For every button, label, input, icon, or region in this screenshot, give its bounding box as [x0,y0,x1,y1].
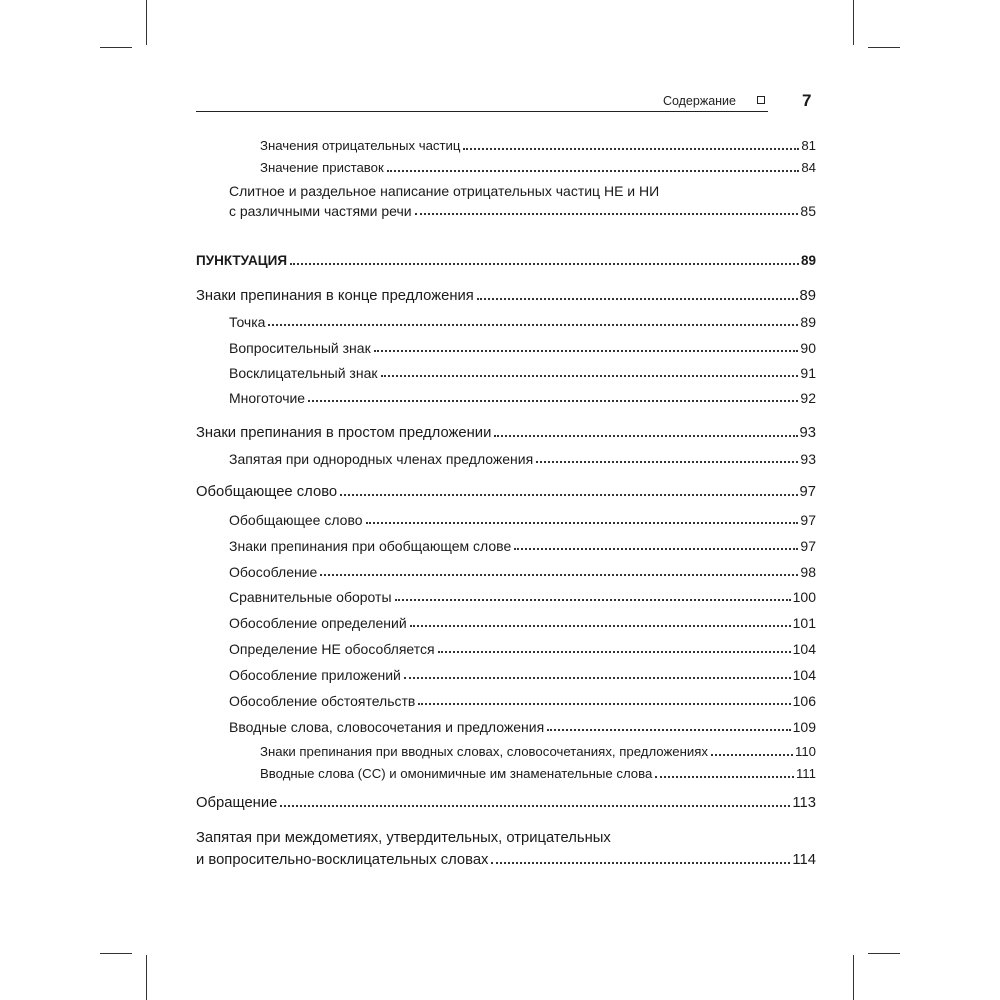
toc-entry-page: 90 [800,340,816,356]
toc-entry-title: Знаки препинания при вводных словах, словосочетаниях, предложениях [260,744,709,759]
leader-dots [374,350,799,352]
leader-dots [514,548,798,550]
toc-entry-title: Знаки препинания в конце предложения [196,288,474,304]
toc-entry[interactable] [229,340,816,356]
toc-entry-page: 81 [801,138,816,153]
leader-dots [395,599,791,601]
toc-entry-page: 93 [800,451,816,467]
toc-entry[interactable] [196,288,816,304]
toc-entry-title: Вводные слова (СС) и омонимичные им знаменательные слова [260,766,653,781]
toc-entry[interactable] [229,365,816,381]
toc-entry-page: 104 [792,641,816,657]
toc-entry[interactable] [229,314,816,330]
toc-entry-page: 85 [800,203,816,219]
toc-entry-title-line1: Слитное и раздельное написание отрицательных частиц НЕ и НИ [229,183,660,199]
toc-entry[interactable] [196,830,816,868]
toc-entry[interactable] [229,719,816,735]
toc-entry-page: 104 [792,667,816,683]
toc-entry[interactable] [229,390,816,406]
toc-entry[interactable] [229,564,816,580]
toc-entry[interactable] [260,138,816,154]
header-page-number: 7 [802,91,812,110]
toc-section-heading[interactable] [196,253,816,269]
toc-entry-title: Определение НЕ обособляется [229,641,435,657]
toc-entry-page: 111 [795,766,816,781]
toc-entry[interactable] [260,160,816,176]
toc-entry-title: Вводные слова, словосочетания и предложения [229,719,545,735]
leader-dots [438,651,791,653]
toc-entry-page: 106 [792,693,816,709]
leader-dots [410,625,791,627]
toc-entry-page: 89 [799,288,816,304]
toc-entry[interactable] [229,641,816,657]
toc-entry-page: 101 [792,615,816,631]
toc-entry-page: 110 [794,744,816,759]
toc-entry[interactable] [229,451,816,467]
toc-entry-page: 114 [792,852,816,868]
leader-dots [494,435,797,437]
toc-entry-title: Точка [229,314,266,330]
leader-dots [404,677,791,679]
toc-entry-page: 84 [801,160,816,175]
leader-dots [463,148,799,150]
toc-entry-page: 98 [800,564,816,580]
toc-entry-title: Знаки препинания в простом предложении [196,425,492,441]
toc-entry[interactable] [260,766,816,782]
leader-dots [387,170,800,172]
leader-dots [711,754,793,756]
toc-entry[interactable] [229,183,816,219]
toc-entry[interactable] [229,589,816,605]
leader-dots [536,461,798,463]
leader-dots [547,729,790,731]
toc-entry[interactable] [229,538,816,554]
toc-entry-title: Вопросительный знак [229,340,371,356]
toc-entry-page: 97 [799,484,816,500]
toc-entry-title: Значение приставок [260,160,384,175]
leader-dots [320,574,798,576]
toc-entry-title: Многоточие [229,390,306,406]
toc-entry-title-line1: Запятая при междометиях, утвердительных, отрицательных [196,830,611,846]
toc-entry[interactable] [196,425,816,441]
toc-entry-title: Восклицательный знак [229,365,378,381]
toc-entry-page: 109 [792,719,816,735]
toc-entry-title: Сравнительные обороты [229,589,392,605]
toc-entry-page: 91 [800,365,816,381]
toc-entry-page: 97 [800,512,816,528]
toc-entry-page: 97 [800,538,816,554]
leader-dots [280,805,790,807]
toc-entry-page: 92 [800,390,816,406]
toc-entry-title: Обращение [196,795,278,811]
toc-entry-title: Обособление [229,564,318,580]
toc-entry-title: Обособление приложений [229,667,401,683]
toc-entry-title: и вопросительно-восклицательных словах [196,852,489,868]
toc-entry-title: Запятая при однородных членах предложения [229,451,534,467]
toc-entry-page: 89 [800,253,816,268]
leader-dots [381,375,799,377]
toc-entry-title: Обособление обстоятельств [229,693,416,709]
toc-entry-title: Знаки препинания при обобщающем слове [229,538,512,554]
toc-entry[interactable] [229,693,816,709]
toc-entry-page: 113 [792,795,816,811]
leader-dots [418,703,790,705]
leader-dots [340,494,797,496]
leader-dots [655,776,794,778]
toc-entry-page: 93 [799,425,816,441]
toc-entry[interactable] [196,795,816,811]
toc-entry-title: Обобщающее слово [196,484,338,500]
toc-entry-title: Значения отрицательных частиц [260,138,461,153]
toc-entry-title: с различными частями речи [229,203,412,219]
toc-entry-title: ПУНКТУАЦИЯ [196,253,288,268]
toc-entry[interactable] [260,744,816,760]
leader-dots [477,298,798,300]
leader-dots [491,862,790,864]
toc-entry-page: 100 [792,589,816,605]
header-section-title: Содержание [662,94,736,108]
leader-dots [268,324,798,326]
toc-entry[interactable] [229,512,816,528]
toc-entry[interactable] [229,615,816,631]
leader-dots [308,400,798,402]
leader-dots [366,522,799,524]
leader-dots [290,263,799,265]
toc-entry-title: Обособление определений [229,615,407,631]
toc-entry-title: Обобщающее слово [229,512,363,528]
leader-dots [415,213,799,215]
toc-entry[interactable] [196,484,816,500]
toc-entry[interactable] [229,667,816,683]
toc-entry-page: 89 [800,314,816,330]
